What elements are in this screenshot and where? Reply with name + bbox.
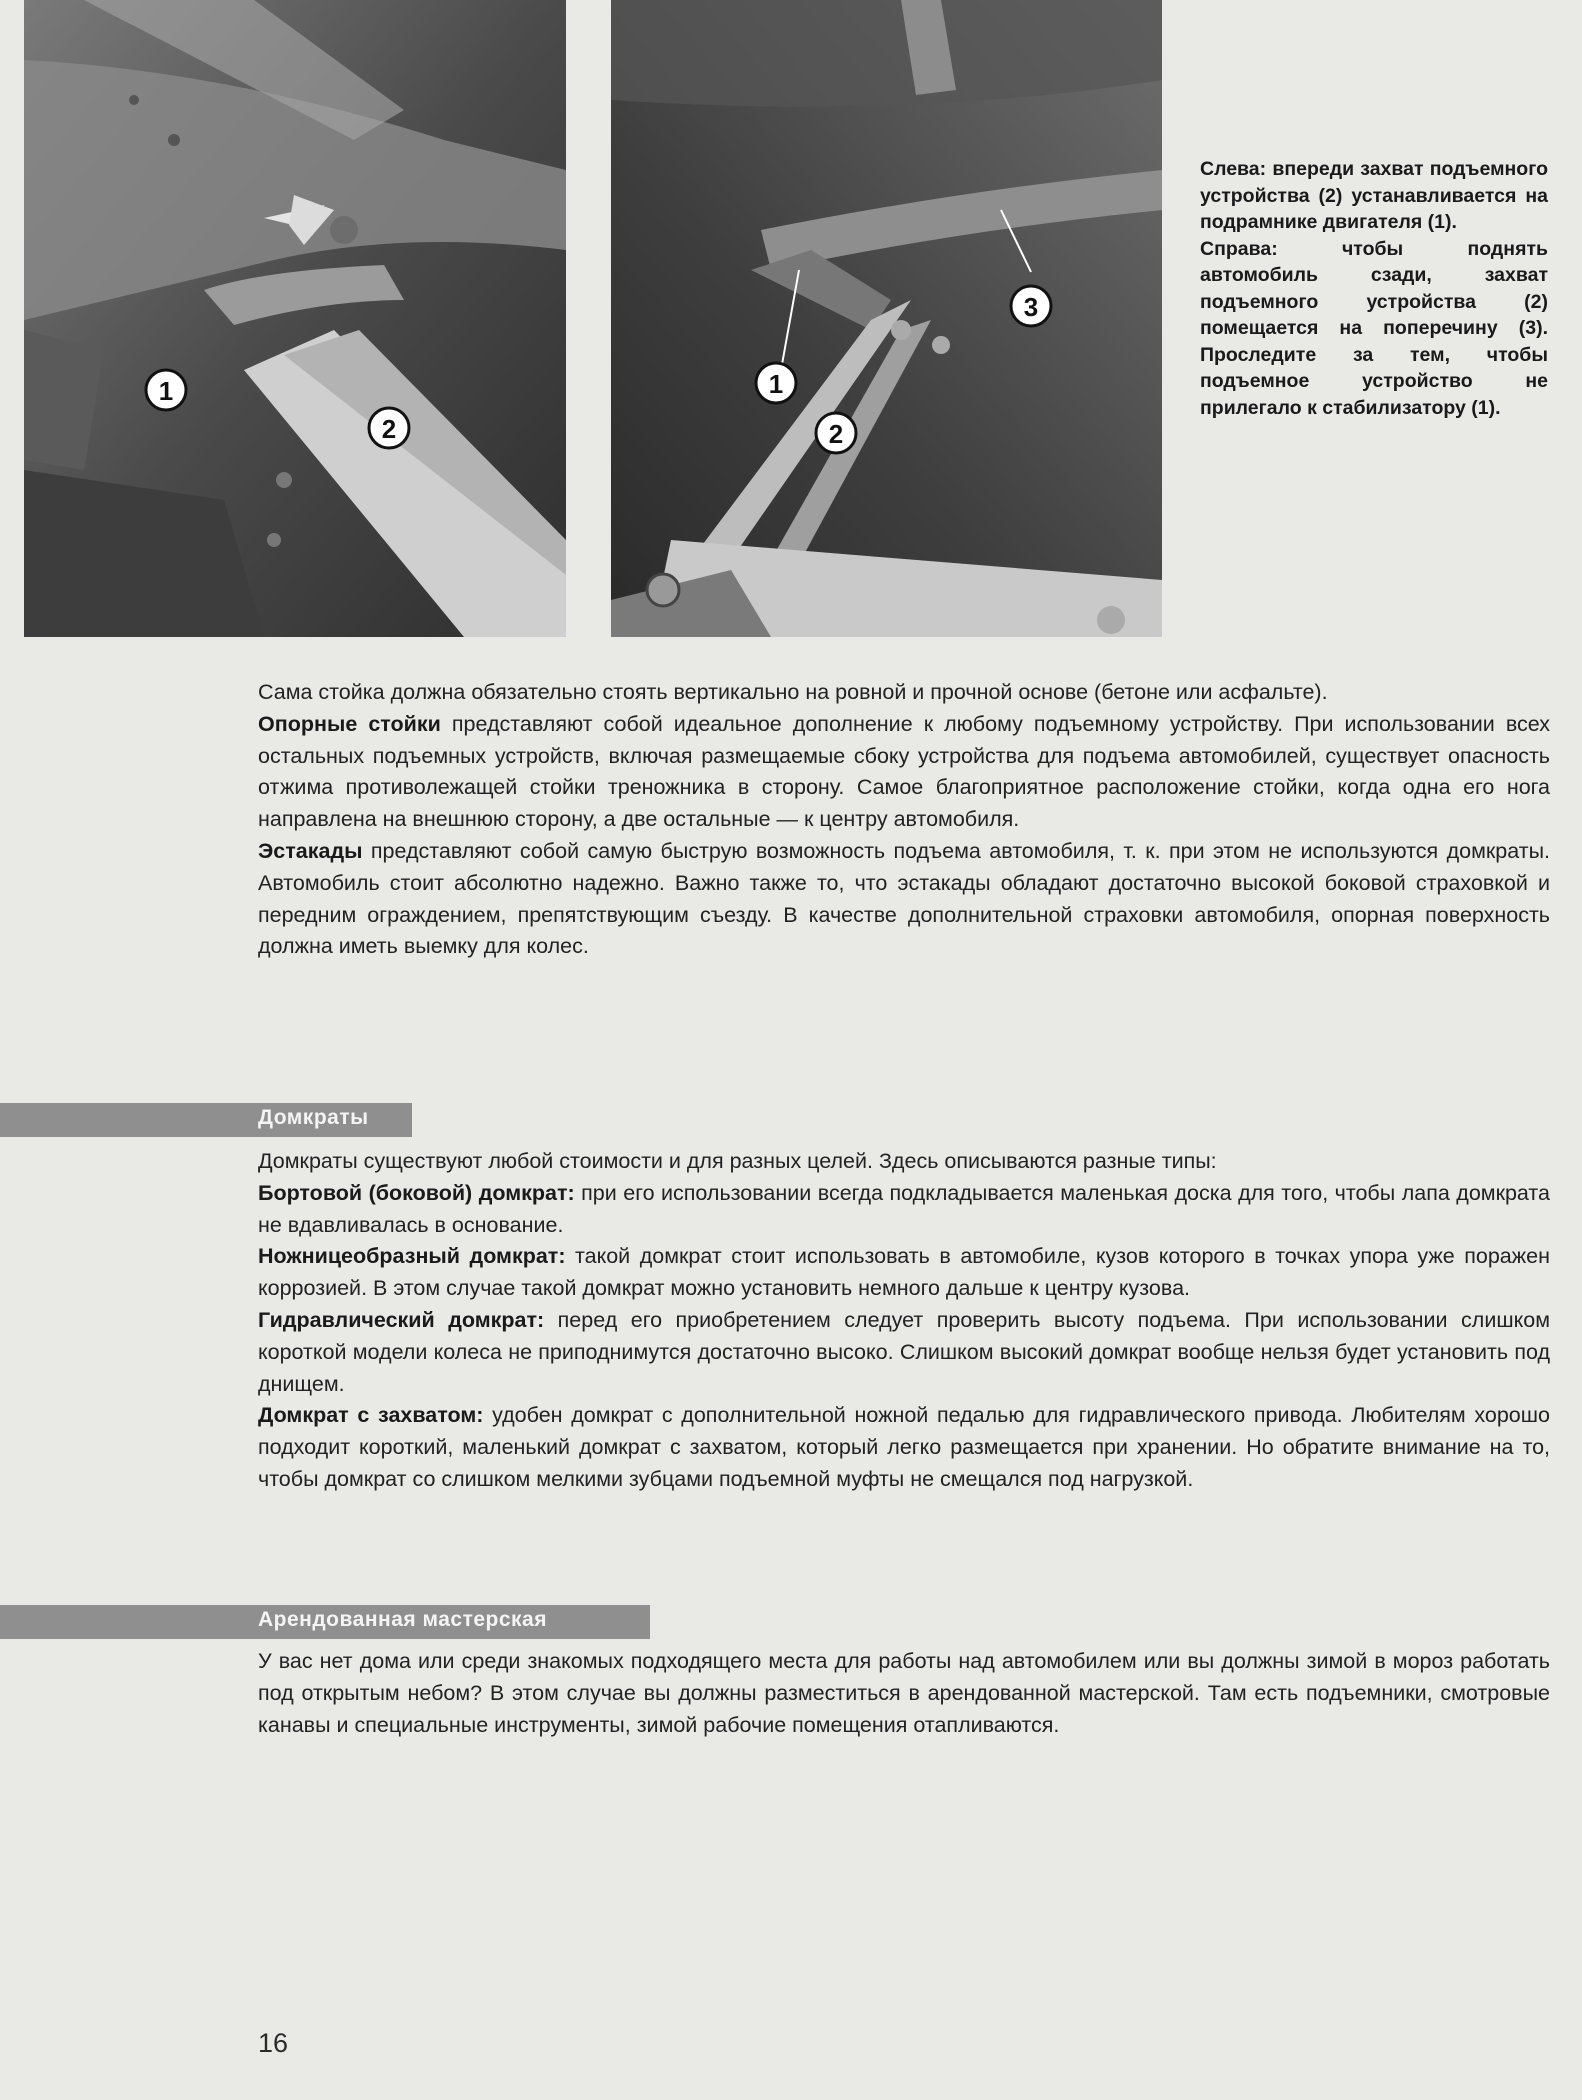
term: Бортовой (боковой) домкрат: bbox=[258, 1180, 575, 1205]
figure-label: 1 bbox=[158, 376, 174, 406]
intro-text bbox=[258, 677, 1550, 963]
section-heading-jacks bbox=[0, 1103, 412, 1137]
jacks-text bbox=[258, 1146, 1550, 1496]
paragraph: Ножницеобразный домкрат: такой домкрат стоит использовать в автомобиле, кузов которого в точках упора уже поражен коррозией. В этом случае такой домкрат можно установить немного дальше к центру кузова. bbox=[258, 1244, 1550, 1301]
photo-rear-lift-point-image bbox=[611, 0, 1162, 637]
term: Гидравлический домкрат: bbox=[258, 1307, 545, 1332]
paragraph: Опорные стойки представляют собой идеальное дополнение к любому подъемному устройству. При использовании всех остальных подъемных устройств, включая размещаемые сбоку устройства для подъема автомобилей, существует опасность отжима противолежащей стойки треножника в сторону. Самое благоприятное расположение стойки, когда одна его нога направлена на внешнюю сторону, а две остальные — к центру автомобиля. bbox=[258, 711, 1550, 832]
section-heading-rental bbox=[0, 1605, 650, 1639]
paragraph: Сама стойка должна обязательно стоять вертикально на ровной и прочной основе (бетоне или асфальте). bbox=[258, 680, 1328, 704]
figure-label: 1 bbox=[768, 369, 784, 399]
rental-text bbox=[258, 1646, 1550, 1741]
figure-label: 3 bbox=[1023, 292, 1039, 322]
paragraph: Бортовой (боковой) домкрат: при его использовании всегда подкладывается маленькая доска для того, чтобы лапа домкрата не вдавливалась в основание. bbox=[258, 1180, 1550, 1237]
page-number: 16 bbox=[258, 2028, 289, 2058]
caption-left: Слева: впереди захват подъемного устройства (2) устанавливается на подрамнике двигателя (1). bbox=[1200, 158, 1548, 233]
section-heading-text: Домкраты bbox=[258, 1106, 369, 1129]
photo-front-lift-point bbox=[24, 0, 566, 637]
section-heading-text: Арендованная мастерская bbox=[258, 1608, 547, 1631]
term: Эстакады bbox=[258, 838, 363, 863]
photo-front-lift-point-image bbox=[24, 0, 566, 637]
paragraph: У вас нет дома или среди знакомых подходящего места для работы над автомобилем или вы должны зимой в мороз работать под открытым небом? В этом случае вы должны разместиться в арендованной мастерской. Там есть подъемники, смотровые канавы и специальные инструменты, зимой рабочие помещения отапливаются. bbox=[258, 1649, 1550, 1737]
term: Опорные стойки bbox=[258, 711, 441, 736]
figure-label: 2 bbox=[828, 419, 844, 449]
paragraph: Домкраты существуют любой стоимости и для разных целей. Здесь описываются разные типы: bbox=[258, 1149, 1217, 1173]
term: Домкрат с захватом: bbox=[258, 1403, 484, 1428]
photo-rear-lift-point bbox=[611, 0, 1162, 637]
paragraph: Домкрат с захватом: удобен домкрат с дополнительной ножной педалью для гидравлического привода. Любителям хорошо подходит короткий, маленький домкрат с захватом, который легко размещается при хранении. Но обратите внимание на то, чтобы домкрат со слишком мелкими зубцами подъемной муфты не смещался под нагрузкой. bbox=[258, 1403, 1550, 1491]
figure-caption bbox=[1200, 156, 1548, 421]
figure-label: 2 bbox=[381, 414, 397, 444]
paragraph: Эстакады представляют собой самую быструю возможность подъема автомобиля, т. к. при этом не используются домкраты. Автомобиль стоит абсолютно надежно. Важно также то, что эстакады обладают достаточно высокой боковой страховкой и передним ограждением, препятствующим съезду. В качестве дополнительной страховки автомобиля, опорная поверхность должна иметь выемку для колес. bbox=[258, 838, 1550, 959]
term: Ножницеобразный домкрат: bbox=[258, 1244, 566, 1269]
caption-right: Справа: чтобы поднять автомобиль сзади, захват подъемного устройства (2) помещается на поперечину (3). Проследите за тем, чтобы подъемное устройство не прилегало к стабилизатору (1). bbox=[1200, 237, 1548, 419]
paragraph: Гидравлический домкрат: перед его приобретением следует проверить высоту подъема. При использовании слишком короткой модели колеса не приподнимутся достаточно высоко. Слишком высокий домкрат вообще нельзя будет установить под днищем. bbox=[258, 1307, 1550, 1396]
